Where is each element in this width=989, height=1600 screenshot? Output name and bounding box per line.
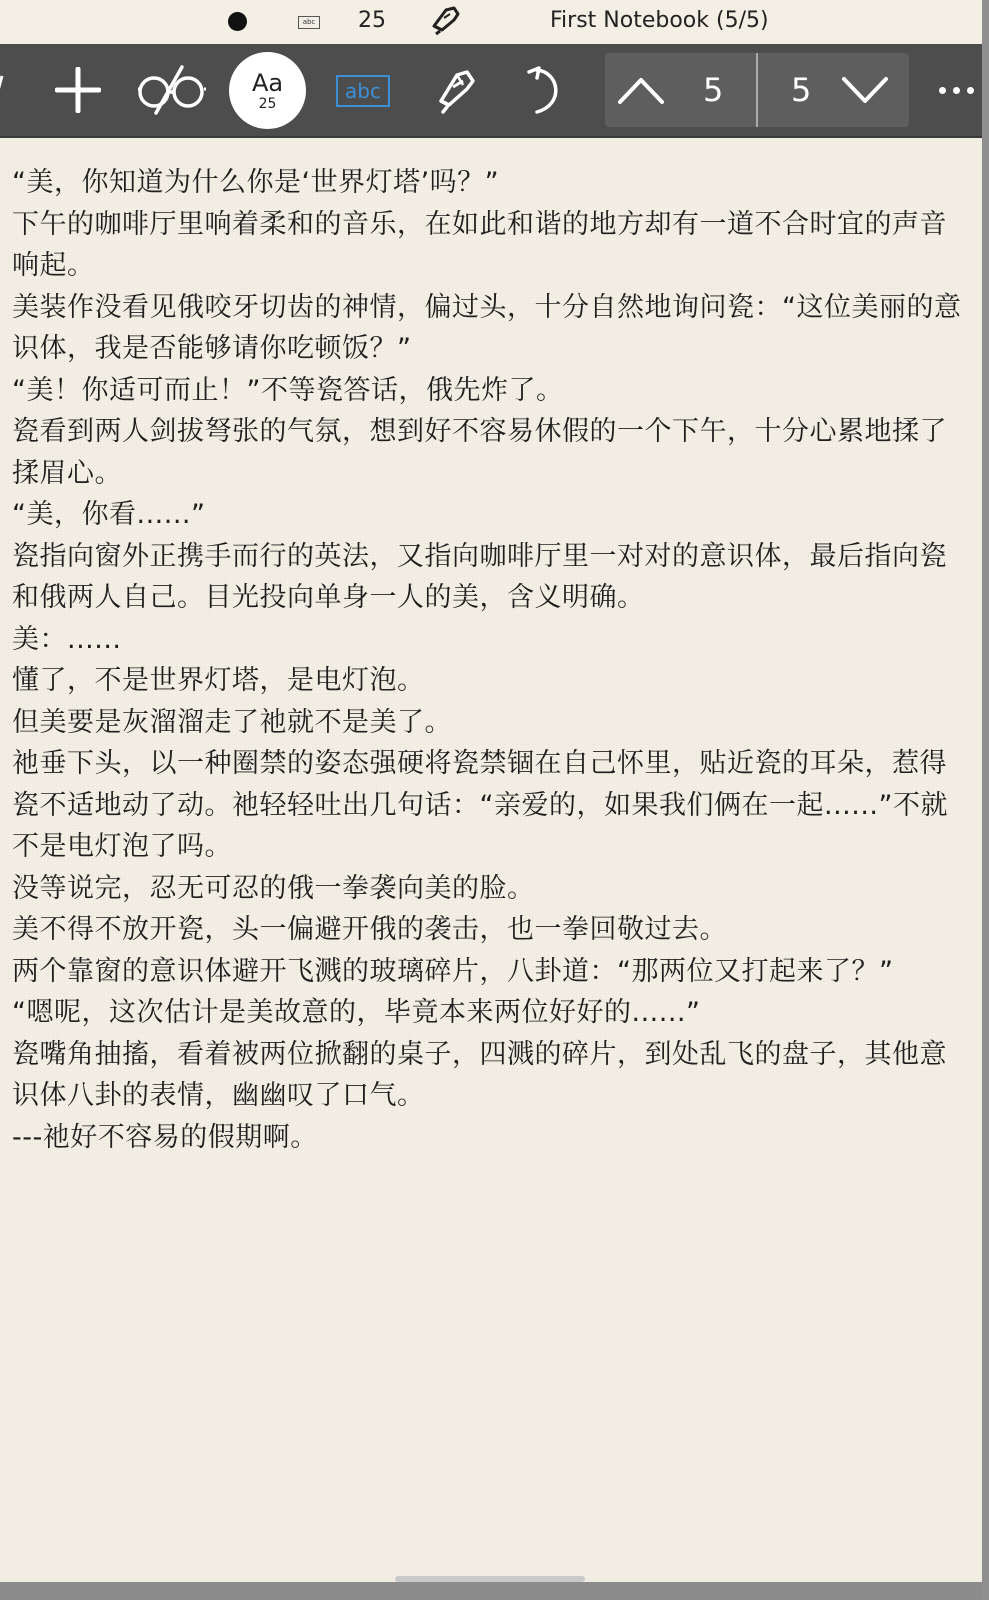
page-navigator [605, 53, 909, 127]
more-options-button[interactable] [930, 44, 982, 136]
current-page-number: 5 [703, 71, 724, 109]
text-recognition-button[interactable]: abc [336, 75, 390, 107]
notebook-title: First Notebook (5/5) [550, 8, 769, 33]
font-size-button[interactable] [229, 52, 306, 129]
truncated-tool-icon[interactable] [0, 74, 4, 100]
paragraph: 美不得不放开瓷，头一偏避开俄的袭击，也一拳回敬过去。 [12, 914, 727, 945]
add-icon [55, 67, 101, 113]
total-page-number: 5 [791, 71, 812, 109]
paragraph: 懂了，不是世界灯塔，是电灯泡。 [12, 665, 425, 696]
paragraph: “嗯呢，这次估计是美故意的，毕竟本来两位好好的......” [12, 997, 701, 1028]
paragraph: 瓷指向窗外正携手而行的英法，又指向咖啡厅里一对对的意识体，最后指向瓷和俄两人自己。目光投向单身一人的美，含义明确。 [12, 540, 947, 613]
paragraph: 祂垂下头，以一种圈禁的姿态强硬将瓷禁锢在自己怀里，贴近瓷的耳朵，惹得瓷不适地动了动。祂轻轻吐出几句话：“亲爱的，如果我们俩在一起......”不就不是电灯泡了吗。 [12, 748, 948, 862]
pen-tool-button[interactable] [428, 44, 488, 136]
paragraph: “美，你看......” [12, 499, 206, 530]
chevron-up-icon [617, 75, 665, 105]
paragraph: ---祂好不容易的假期啊。 [12, 1121, 318, 1153]
undo-icon [525, 64, 565, 116]
previous-page-button[interactable] [611, 53, 671, 127]
paragraph: 瓷看到两人剑拔弩张的气氛，想到好不容易休假的一个下午，十分心累地揉了揉眉心。 [12, 416, 947, 489]
home-indicator[interactable] [395, 1576, 585, 1582]
paragraph: “美，你知道为什么你是‘世界灯塔’吗？” [12, 167, 500, 198]
pen-status-icon [430, 4, 464, 40]
story-text [12, 162, 972, 1158]
font-button-size: 25 [258, 95, 277, 112]
window-edge [982, 0, 989, 1600]
paragraph: 但美要是灰溜溜走了祂就不是美了。 [12, 706, 452, 738]
pager-divider [756, 53, 758, 127]
next-page-button[interactable] [835, 53, 895, 127]
pen-icon [433, 65, 483, 115]
add-button[interactable] [50, 44, 106, 136]
paragraph: 下午的咖啡厅里响着柔和的音乐，在如此和谐的地方却有一道不合时宜的声音响起。 [12, 208, 947, 281]
record-dot-icon [228, 12, 247, 31]
notebook-page[interactable] [0, 138, 982, 1582]
status-font-size: 25 [358, 8, 386, 33]
paragraph: “美！你适可而止！”不等瓷答话，俄先炸了。 [12, 374, 564, 406]
hide-ink-icon [136, 65, 208, 115]
chevron-down-icon [841, 75, 889, 105]
paragraph: 两个靠窗的意识体避开飞溅的玻璃碎片，八卦道：“那两位又打起来了？” [12, 955, 894, 987]
status-bar [0, 0, 982, 44]
more-icon [939, 87, 946, 94]
hide-ink-button[interactable] [136, 44, 208, 136]
undo-button[interactable] [520, 44, 570, 136]
paragraph: 美装作没看见俄咬牙切齿的神情，偏过头，十分自然地询问瓷：“这位美丽的意识体，我是否能够请你吃顿饭？” [12, 291, 962, 364]
toolbar [0, 44, 982, 138]
font-button-label: Aa [251, 68, 284, 97]
paragraph: 没等说完，忍无可忍的俄一拳袭向美的脸。 [12, 872, 535, 904]
paragraph: 瓷嘴角抽搐，看着被两位掀翻的桌子，四溅的碎片，到处乱飞的盘子，其他意识体八卦的表情，幽幽叹了口气。 [12, 1038, 947, 1111]
paragraph: 美：...... [12, 623, 122, 655]
abc-status-icon: abc [298, 16, 320, 29]
